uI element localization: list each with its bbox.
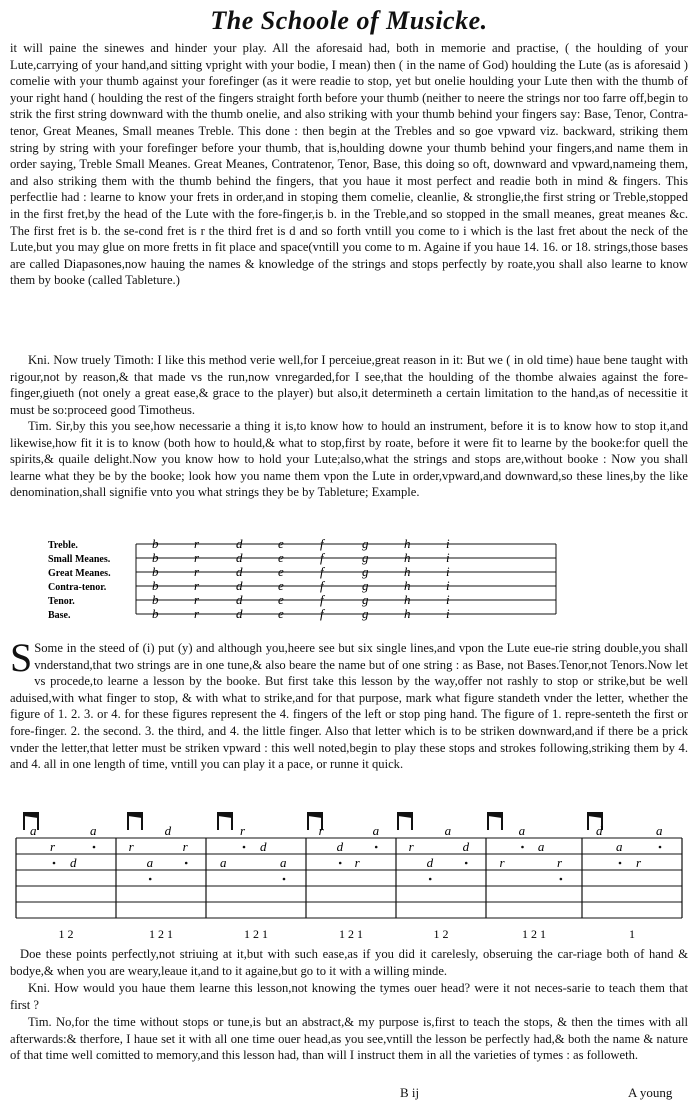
lesson-note: r xyxy=(50,839,56,854)
stroke-up-dot xyxy=(429,878,432,881)
lesson-note: r xyxy=(182,839,188,854)
tab-letter: d xyxy=(236,606,243,621)
lesson-note: d xyxy=(462,839,470,854)
tab-letter: b xyxy=(152,564,159,579)
stroke-up-dot xyxy=(465,862,468,865)
page-title: The Schoole of Musicke. xyxy=(210,6,488,35)
lesson-note: a xyxy=(537,839,545,854)
stroke-up-dot xyxy=(53,862,56,865)
lesson-note: r xyxy=(354,855,360,870)
lesson-note: a xyxy=(444,823,452,838)
tab-letter: f xyxy=(320,606,324,621)
tab-string-label: Tenor. xyxy=(48,596,75,607)
paragraph-timotheus-2: Tim. No,for the time without stops or tune,is but an abstract,& my purpose is,first to teach the stops, & then the times with all afterwards:& therfore, I haue set it with all one time ouer head,as you see,vntill the lesson be perfectly had,& both the name & nature of that time well comitted to memory,and this lesson had, than will I instruct them in all the varieties of tymes : as followeth. xyxy=(10,1015,688,1063)
lesson-note: r xyxy=(557,855,563,870)
drop-cap: S xyxy=(10,635,33,680)
finger-number: 1 2 1 xyxy=(149,927,173,941)
stroke-up-dot xyxy=(560,878,563,881)
lesson-note: r xyxy=(499,855,505,870)
tab-letter: f xyxy=(320,536,324,551)
finger-number: 1 2 1 xyxy=(522,927,546,941)
tab-letter: d xyxy=(236,536,243,551)
tab-letter: i xyxy=(446,606,450,621)
stroke-up-dot xyxy=(339,862,342,865)
tab-letter: h xyxy=(404,606,411,621)
tab-letter: g xyxy=(362,564,369,579)
tab-letter: f xyxy=(320,564,324,579)
tab-letter: i xyxy=(446,536,450,551)
tab-letter: h xyxy=(404,550,411,565)
lesson-note: a xyxy=(280,855,287,870)
tab-letter: g xyxy=(362,536,369,551)
lesson-note: a xyxy=(90,823,97,838)
tab-letter: r xyxy=(194,564,200,579)
stroke-up-dot xyxy=(149,878,152,881)
tab-letter: d xyxy=(236,578,243,593)
tab-letter: h xyxy=(404,564,411,579)
tab-letter: e xyxy=(278,606,284,621)
stroke-up-dot xyxy=(185,862,188,865)
lesson-note: d xyxy=(426,855,434,870)
tab-letter: i xyxy=(446,578,450,593)
tab-letter: i xyxy=(446,564,450,579)
lesson-note: r xyxy=(636,855,642,870)
tab-letter: e xyxy=(278,564,284,579)
tab-letter: b xyxy=(152,578,159,593)
signature-mark: B ij xyxy=(400,1085,420,1100)
tab-letter: f xyxy=(320,550,324,565)
lesson-note: a xyxy=(30,823,37,838)
tab-letter: h xyxy=(404,578,411,593)
tab-letter: b xyxy=(152,606,159,621)
lesson-note: r xyxy=(318,823,324,838)
tab-letter: r xyxy=(194,550,200,565)
paragraph-timotheus-1: Tim. Sir,by this you see,how necessarie a thing it is,to know how to hould an instrument, before it is to know how to stop it,and likewise,how fit it is to know (both how to hould,& what to stop,first by roate, before it were fit to learne by the booke:for quell the spirits,& quaile delight.Now you know how to hold your Lute;also,what the strings and stops are,without booke : Now you shall learne what they be by the booke; look how you name them vpon the Lute in order,vpward,and downward,so these lines,by the like denomination,shall signifie vnto you what strings they be by Tableture; Example. xyxy=(10,419,688,500)
tab-letter: b xyxy=(152,550,159,565)
stroke-up-dot xyxy=(375,846,378,849)
paragraph-knight-2: Kni. How would you haue them learne this lesson,not knowing the tymes ouer head? were it not neces-sarie to teach them that first ? xyxy=(10,981,688,1012)
stroke-up-dot xyxy=(521,846,524,849)
tab-string-label: Small Meanes. xyxy=(48,554,111,565)
paragraph-1: it will paine the sinewes and hinder your play. All the aforesaid had, both in memorie and practise, ( the houlding of your Lute,carrying of your hand,and sitting vpright with your bodie, I mean) then ( in the name of God) houlding the Lute (as is aforesaid ) comelie with your thumb against your forefinger (as it were readie to stop, yet but onelie houlding your Lute then with the thumb of your right hand ( houlding the rest of the fingers straight forth before your thumb (neither to neere the strings nor too farre off,begin to strik the first string downward with the thumb onelie, and also striking with your thumb behind your fingers say: Base, Tenor, Contra-tenor, Great Meanes, Small meanes Treble. This done : then begin at the Trebles and so goe vpward viz. backward, striking them string by string with your forefinger before your thumb, that is,houlding downe your thumb behind your fingers,and name them in order saying, Treble Small Meanes. Great Meanes, Contratenor, Tenor, Base, this doing so oft, downward and vpward,nameing them, and also striking them with the thumb behind the fingers, that you haue it most perfect and readie both in mind & fingers. This perfectlie had : learne to know your frets in order,and in stoping them comelie, cleanlie, & stronglie,the first string or Treble,stopped in the first fret,by the head of the Lute with the fore-finger,is b. in the Treble,and so stopped in the small meanes, great meanes &c. The first fret is b. the se-cond fret is r the third fret is d and so forth vntill you come to i which is the last fret about the neck of the Lute,but you may glue on more fretts in fit place and space(vntill you come to m. Againe if you haue 14. 16. or 18. strings,those bases are called Diapasones,now hauing the names & knowledge of the strings and stops perfectly by roate,you shall also learne to know them by booke (called Tableture.) xyxy=(10,41,688,288)
tab-letter: r xyxy=(194,578,200,593)
stroke-up-dot xyxy=(283,878,286,881)
lute-lesson-tablature xyxy=(10,808,688,943)
tab-letter: b xyxy=(152,592,159,607)
tab-string-label: Treble. xyxy=(48,540,78,551)
tab-letter: g xyxy=(362,550,369,565)
lesson-note: a xyxy=(220,855,227,870)
stroke-up-dot xyxy=(93,846,96,849)
tab-letter: e xyxy=(278,578,284,593)
tab-string-label: Great Meanes. xyxy=(48,568,111,579)
lesson-note: d xyxy=(596,823,603,838)
tab-letter: r xyxy=(194,592,200,607)
lesson-note: d xyxy=(164,823,172,838)
tab-string-label: Base. xyxy=(48,610,71,621)
finger-number: 1 2 1 xyxy=(339,927,363,941)
tab-letter: b xyxy=(152,536,159,551)
stroke-up-dot xyxy=(659,846,662,849)
lesson-note: r xyxy=(240,823,246,838)
lesson-note: a xyxy=(616,839,623,854)
tab-letter: r xyxy=(194,606,200,621)
lesson-note: a xyxy=(372,823,380,838)
tableture-example xyxy=(44,530,564,626)
stroke-up-dot xyxy=(243,846,246,849)
tab-letter: i xyxy=(446,550,450,565)
catchword: A young xyxy=(628,1085,673,1100)
finger-number: 1 2 1 xyxy=(244,927,268,941)
tab-letter: e xyxy=(278,536,284,551)
lesson-note: r xyxy=(128,839,134,854)
tab-letter: g xyxy=(362,578,369,593)
tab-letter: h xyxy=(404,536,411,551)
lesson-note: r xyxy=(408,839,414,854)
tab-string-label: Contra-tenor. xyxy=(48,582,107,593)
tab-letter: d xyxy=(236,550,243,565)
tab-letter: i xyxy=(446,592,450,607)
rhythm-flag xyxy=(218,812,232,830)
finger-number: 1 xyxy=(629,927,635,941)
tab-letter: d xyxy=(236,592,243,607)
lesson-note: d xyxy=(260,839,267,854)
tab-letter: h xyxy=(404,592,411,607)
lesson-note: d xyxy=(336,839,344,854)
tab-letter: d xyxy=(236,564,243,579)
paragraph-knight-1: Kni. Now truely Timoth: I like this method verie well,for I perceiue,great reason in it: But we ( in old time) haue bene taught with rigour,not by reason,& that made vs the run,now vnregarded,for I see,that the houlding of the thombe alwaies against the fore-finger,giueth (not onely a great ease,& grace to the player) but also,it determineth a certain limitation to the hand,as of necessitie it must be so:proceed good Timotheus. xyxy=(10,353,688,417)
rhythm-flag xyxy=(488,812,502,830)
paragraph-do-these: Doe these points perfectly,not striuing at it,but with such ease,as if you did it carelesly, obseruing the car-riage both of hand & bodye,& when you are weary,leaue it,and to it againe,but go to it with a willing minde. xyxy=(10,947,688,978)
paragraph-lesson-intro xyxy=(10,635,688,773)
rhythm-flag xyxy=(128,812,142,830)
lesson-note: d xyxy=(70,855,77,870)
stroke-up-dot xyxy=(619,862,622,865)
tab-letter: g xyxy=(362,606,369,621)
tab-letter: e xyxy=(278,592,284,607)
finger-number: 1 2 xyxy=(433,927,449,941)
tab-letter: r xyxy=(194,536,200,551)
tab-letter: f xyxy=(320,592,324,607)
rhythm-flag xyxy=(398,812,412,830)
lesson-intro-text: Some in the steed of (i) put (y) and although you,heere see but six single lines,and vpon the Lute eue-rie string double,you shall vnderstand,that two strings are in one tune,& also beare the name but of one string : as Base, not Bases.Tenor,not Tenors.Now let vs procede,to learne a lesson by the booke. But first take this lesson by the way,offer not rashly to stop or strike,but be well aduised,with what finger to stop, & with what to strike,and for that purpose, mark what figure standeth vnder the letter, whether the figure of 1. 2. 3. or 4. for these figures represent the 4. fingers of the left or stop ping hand. The figure of 1. repre-senteth the first or fore-finger. 2. the second. 3. the third, and 4. the little finger. Also that letter which is to be striken downward,and if there be a prick vnder the letter,that letter must be striken vpward : this well noted,begin to play these stops and strokes following,striking them by 4. and 4. all in one length of time, vntill you can play it a pace, or runne it quick. xyxy=(10,641,688,772)
tab-letter: e xyxy=(278,550,284,565)
tab-letter: g xyxy=(362,592,369,607)
tab-letter: f xyxy=(320,578,324,593)
finger-number: 1 2 xyxy=(58,927,74,941)
lesson-note: a xyxy=(518,823,526,838)
lesson-note: a xyxy=(146,855,154,870)
lesson-note: a xyxy=(656,823,663,838)
